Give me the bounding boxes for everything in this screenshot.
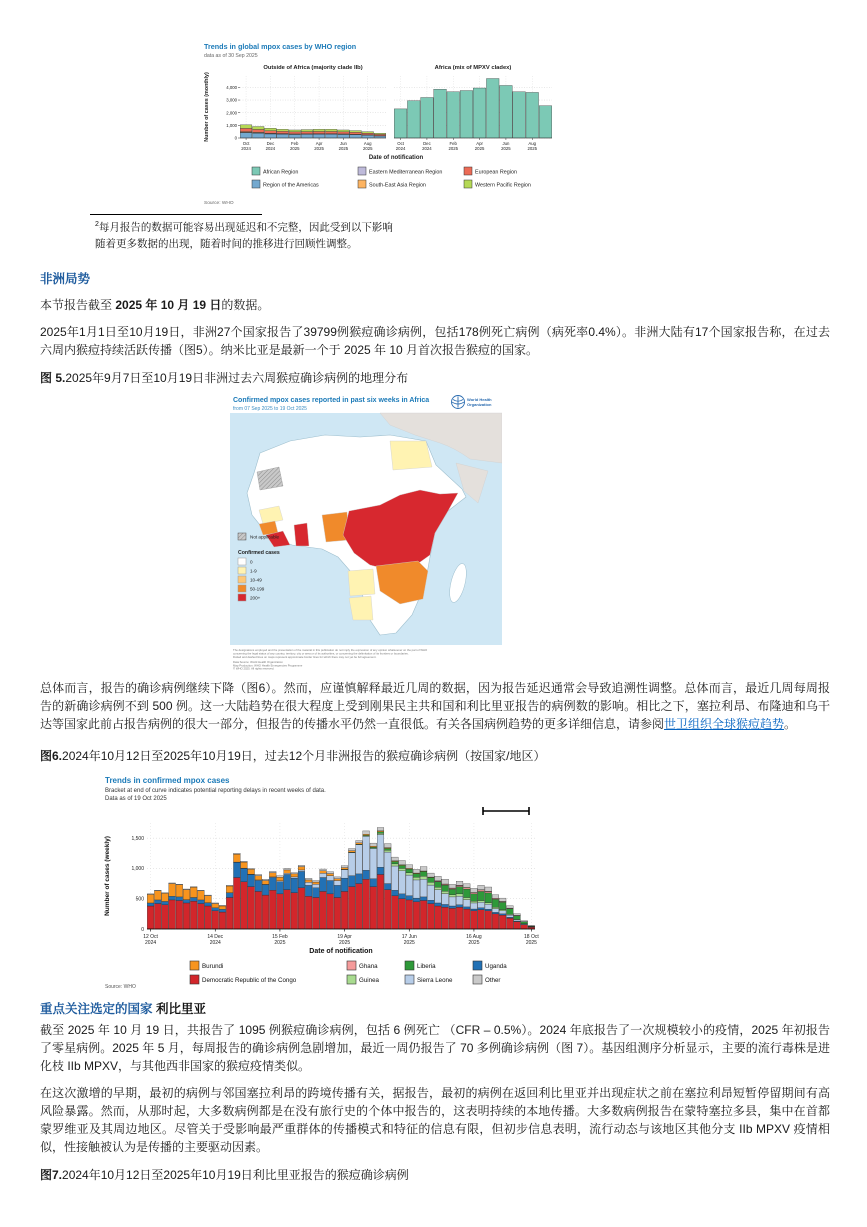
who-mpox-trends-link[interactable]: 世卫组织全球猴痘趋势 xyxy=(664,717,785,732)
map-class-1: 1-9 xyxy=(250,568,257,574)
figure7-caption-text: 2024年10月12日至2025年10月19日利比里亚报告的猴痘确诊病例 xyxy=(62,1168,409,1183)
svg-text:Jun: Jun xyxy=(502,141,510,146)
svg-text:2025: 2025 xyxy=(362,146,373,151)
svg-text:Number of cases (weekly): Number of cases (weekly) xyxy=(104,836,111,917)
map-country-namibia xyxy=(349,596,373,620)
footnote xyxy=(95,219,830,253)
svg-text:Burundi: Burundi xyxy=(202,963,224,971)
who-logo xyxy=(452,396,493,409)
paragraph-trend-discussion xyxy=(40,679,830,733)
data-cutoff-prefix: 本节报告截至 xyxy=(40,298,116,313)
svg-text:data as of 30 Sep 2025: data as of 30 Sep 2025 xyxy=(204,53,258,59)
svg-text:Bracket at end of curve indica: Bracket at end of curve indicates potential reporting delays in recent weeks of data. xyxy=(105,788,326,795)
svg-text:Western Pacific Region: Western Pacific Region xyxy=(475,182,531,189)
svg-text:2025: 2025 xyxy=(289,146,300,151)
svg-text:2024: 2024 xyxy=(209,940,221,947)
svg-text:Data Source: World Health Orga: Data Source: World Health Organization xyxy=(233,660,283,665)
svg-text:Region of the Americas: Region of the Americas xyxy=(263,182,319,189)
figure7-caption xyxy=(40,1166,830,1183)
svg-text:Feb: Feb xyxy=(291,141,299,146)
figure5-label: 图 5. xyxy=(40,371,66,386)
section-heading-africa: 非洲局势 xyxy=(40,272,91,287)
svg-text:Outside of Africa (majority cl: Outside of Africa (majority clade IIb) xyxy=(263,65,363,71)
map-class-3: 50-199 xyxy=(250,586,265,592)
data-cutoff-date: 2025 年 10 月 19 日 xyxy=(115,298,222,313)
figure6-caption xyxy=(40,747,830,764)
weekly-trends-figure xyxy=(95,771,545,991)
svg-text:2025: 2025 xyxy=(448,146,459,151)
svg-text:South-East Asia Region: South-East Asia Region xyxy=(369,182,426,189)
footnote-text1: 每月报告的数据可能容易出现延迟和不完整，因此受到以下影响 xyxy=(98,221,393,234)
trend-text-end: 。 xyxy=(784,717,797,732)
global-trends-chart xyxy=(200,38,568,208)
figure6-caption-text: 2024年10月12日至2025年10月19日，过去12个月非洲报告的猴痘确诊病例（按国家/地区） xyxy=(62,749,546,764)
footnote-line1 xyxy=(95,219,830,236)
map-footer xyxy=(233,648,428,670)
svg-text:Other: Other xyxy=(485,977,501,985)
svg-text:Date of notification: Date of notification xyxy=(309,948,373,956)
svg-text:12 Oct: 12 Oct xyxy=(143,934,158,941)
svg-text:European Region: European Region xyxy=(475,169,517,176)
figure6-label: 图6. xyxy=(40,749,63,764)
svg-text:Trends in global mpox cases by: Trends in global mpox cases by WHO region xyxy=(204,42,357,51)
svg-text:15 Feb: 15 Feb xyxy=(272,934,288,941)
africa-map-figure xyxy=(230,393,502,670)
svg-text:Dotted and dashed lines on map: Dotted and dashed lines on maps represent approximate border lines for which there may not yet be full agreement. xyxy=(233,655,377,660)
map-legend-title: Confirmed cases xyxy=(238,550,280,557)
svg-text:16 Aug: 16 Aug xyxy=(466,934,482,941)
svg-text:2024: 2024 xyxy=(145,940,157,947)
svg-text:Source: WHO: Source: WHO xyxy=(105,984,136,991)
svg-text:Apr: Apr xyxy=(476,141,483,146)
svg-text:Apr: Apr xyxy=(315,141,323,146)
trend-text: 总体而言，报告的确诊病例继续下降（图6）。然而，应谨慎解释最近几周的数据，因为报告延迟通常会导致追溯性调整。总体而言，最近几周每周报告的新确诊病例不到 500 例。这一大陆趋势在很大程度上受到刚果民主共和国和利比里亚报告的病例数的影响。相比之下，塞拉利昂、布隆迪和乌干达等国家此前占报告病例的很大一部分，但报告的传播水平仍然一直很低。有关各国病例趋势的更多详细信息，请参阅 xyxy=(40,681,830,732)
svg-text:2025: 2025 xyxy=(314,146,324,151)
map-country-egypt xyxy=(390,441,432,470)
svg-text:2025: 2025 xyxy=(527,146,538,151)
paragraph-liberia-2: 在这次激增的早期，最初的病例与邻国塞拉利昂的跨境传播有关，据报告，最初的病例在返回利比里亚并出现症状之前在塞拉利昂短暂停留期间有高风险暴露。然而，从那时起，大多数病例都是在没有旅行史的个体中报告的，这表明持续的本地传播。大多数病例报告在蒙特塞拉多县，集中在首都蒙罗维亚及其周边地区。尽管关于受影响最严重群体的传播模式和特征的信息有限，但初步信息表明，流行动态与该地区其他分支 IIb MPXV 疫情相似，性接触被认为是传播的主要驱动因素。 xyxy=(40,1086,830,1155)
map-title: Confirmed mpox cases reported in past six weeks in Africa xyxy=(233,397,430,405)
svg-text:1,500: 1,500 xyxy=(131,836,144,843)
map-class-2: 10-49 xyxy=(250,577,262,583)
svg-text:2025: 2025 xyxy=(403,940,415,947)
who-logo-text2: Organization xyxy=(467,402,492,408)
svg-text:Source: WHO: Source: WHO xyxy=(204,201,234,206)
svg-text:0: 0 xyxy=(234,135,237,141)
figure5-caption-text: 2025年9月7日至10月19日非洲过去六周猴痘确诊病例的地理分布 xyxy=(65,371,409,386)
footnote-text2: 随着更多数据的出现，随着时间的推移进行回顾性调整。 xyxy=(95,238,358,251)
svg-text:Ghana: Ghana xyxy=(359,963,378,971)
footnote-separator xyxy=(90,214,262,215)
liberia-heading-blue: 重点关注选定的国家 xyxy=(40,1002,153,1017)
svg-text:Feb: Feb xyxy=(449,141,457,146)
svg-text:Democratic Republic of the Con: Democratic Republic of the Congo xyxy=(202,977,297,985)
svg-text:14 Dec: 14 Dec xyxy=(207,934,224,941)
svg-text:2025: 2025 xyxy=(339,940,351,947)
svg-text:Jun: Jun xyxy=(339,141,347,146)
footnote-marker: 2 xyxy=(95,221,99,228)
africa-map xyxy=(230,393,502,670)
svg-text:Map Production: WHO Health Eme: Map Production: WHO Health Emergencies Programme xyxy=(233,663,303,668)
svg-text:Number of cases (monthly): Number of cases (monthly) xyxy=(204,72,210,142)
figure5-caption xyxy=(40,369,830,386)
svg-text:19 Apr: 19 Apr xyxy=(337,934,352,941)
svg-text:concerning the legal status of: concerning the legal status of any country, territory, city or area or of its authorities, or concerning the delimitation of its frontiers or boundaries. xyxy=(233,651,409,656)
map-class-0: 0 xyxy=(250,559,253,565)
svg-text:Oct: Oct xyxy=(242,141,250,146)
figure7-label: 图7. xyxy=(40,1168,63,1183)
svg-text:2,000: 2,000 xyxy=(226,110,237,116)
svg-text:2025: 2025 xyxy=(468,940,480,947)
map-legend-na-label: Not applicable xyxy=(250,534,280,540)
liberia-heading-country: 利比里亚 xyxy=(156,1002,207,1017)
paragraph-africa-overview: 2025年1月1日至10月19日，非洲27个国家报告了39799例猴痘确诊病例，包括178例死亡病例（病死率0.4%）。非洲大陆有17个国家报告称，在过去六周内猴痘持续活跃传播（图5）。纳米比亚是最新一个于 2025 年 10 月首次报告猴痘的国家。 xyxy=(40,325,830,358)
svg-text:Trends in confirmed mpox cases: Trends in confirmed mpox cases xyxy=(105,776,230,786)
svg-text:2025: 2025 xyxy=(525,940,537,947)
svg-text:2024: 2024 xyxy=(265,146,276,151)
svg-text:Oct: Oct xyxy=(397,141,404,146)
svg-text:Data as of 19 Oct 2025: Data as of 19 Oct 2025 xyxy=(105,796,167,803)
svg-text:1,000: 1,000 xyxy=(226,122,237,128)
svg-text:4,000: 4,000 xyxy=(226,84,237,90)
svg-text:2024: 2024 xyxy=(422,146,432,151)
svg-text:Eastern Mediterranean Region: Eastern Mediterranean Region xyxy=(369,169,443,176)
svg-text:2025: 2025 xyxy=(474,146,485,151)
svg-text:500: 500 xyxy=(135,896,144,903)
svg-text:Aug: Aug xyxy=(528,141,537,146)
global-trends-figure xyxy=(200,38,568,208)
weekly-trends-chart xyxy=(95,771,545,991)
svg-text:2024: 2024 xyxy=(241,146,251,151)
svg-text:Aug: Aug xyxy=(363,141,372,146)
svg-text:2025: 2025 xyxy=(338,146,349,151)
svg-text:Dec: Dec xyxy=(423,141,431,146)
svg-text:1,000: 1,000 xyxy=(131,866,144,873)
svg-text:18 Oct: 18 Oct xyxy=(524,934,539,941)
map-class-4: 200+ xyxy=(250,595,261,601)
svg-text:17 Jun: 17 Jun xyxy=(401,934,417,941)
map-country-ghana xyxy=(294,523,309,546)
map-country-angola xyxy=(348,569,375,596)
svg-text:Africa (mix of MPXV cladex): Africa (mix of MPXV cladex) xyxy=(434,65,512,71)
svg-text:Liberia: Liberia xyxy=(417,963,436,971)
svg-text:2024: 2024 xyxy=(395,146,406,151)
section-heading-liberia xyxy=(40,999,830,1017)
paragraph-liberia-1: 截至 2025 年 10 月 19 日，共报告了 1095 例猴痘确诊病例，包括 6 例死亡 （CFR – 0.5%）。2024 年底报告了一次规模较小的疫情，2025 年初报告了零星病例。2025 年 5 月，每周报告的确诊病例急剧增加，最近一周仍报告了 70 多例确诊病例（图 7）。基因组测序分析显示，主要的流行毒株是进化枝 IIb MPXV，与其他西非国家的猴痘疫情类似。 xyxy=(40,1023,830,1074)
svg-text:Dec: Dec xyxy=(266,141,275,146)
svg-text:0: 0 xyxy=(141,926,144,933)
svg-text:2025: 2025 xyxy=(501,146,511,151)
svg-text:Uganda: Uganda xyxy=(485,963,507,971)
svg-text:African Region: African Region xyxy=(263,169,299,176)
paragraph-data-cutoff xyxy=(40,296,830,314)
svg-text:3,000: 3,000 xyxy=(226,97,237,103)
svg-text:2025: 2025 xyxy=(274,940,286,947)
who-logo-text1: World Health xyxy=(467,397,492,403)
svg-text:Sierra Leone: Sierra Leone xyxy=(417,977,453,985)
svg-text:Guinea: Guinea xyxy=(359,977,379,985)
svg-text:The designations employed and: The designations employed and the presentation of the material in this publication do not imply the expression of any opinion whatsoever on the part of WHO xyxy=(233,648,428,653)
data-cutoff-suffix: 的数据。 xyxy=(221,298,270,313)
svg-text:© WHO 2025. All rights reserve: © WHO 2025. All rights reserved. xyxy=(233,666,275,671)
svg-text:Date of notification: Date of notification xyxy=(368,155,424,161)
map-subtitle: from 07 Sep 2025 to 19 Oct 2025 xyxy=(233,406,307,413)
